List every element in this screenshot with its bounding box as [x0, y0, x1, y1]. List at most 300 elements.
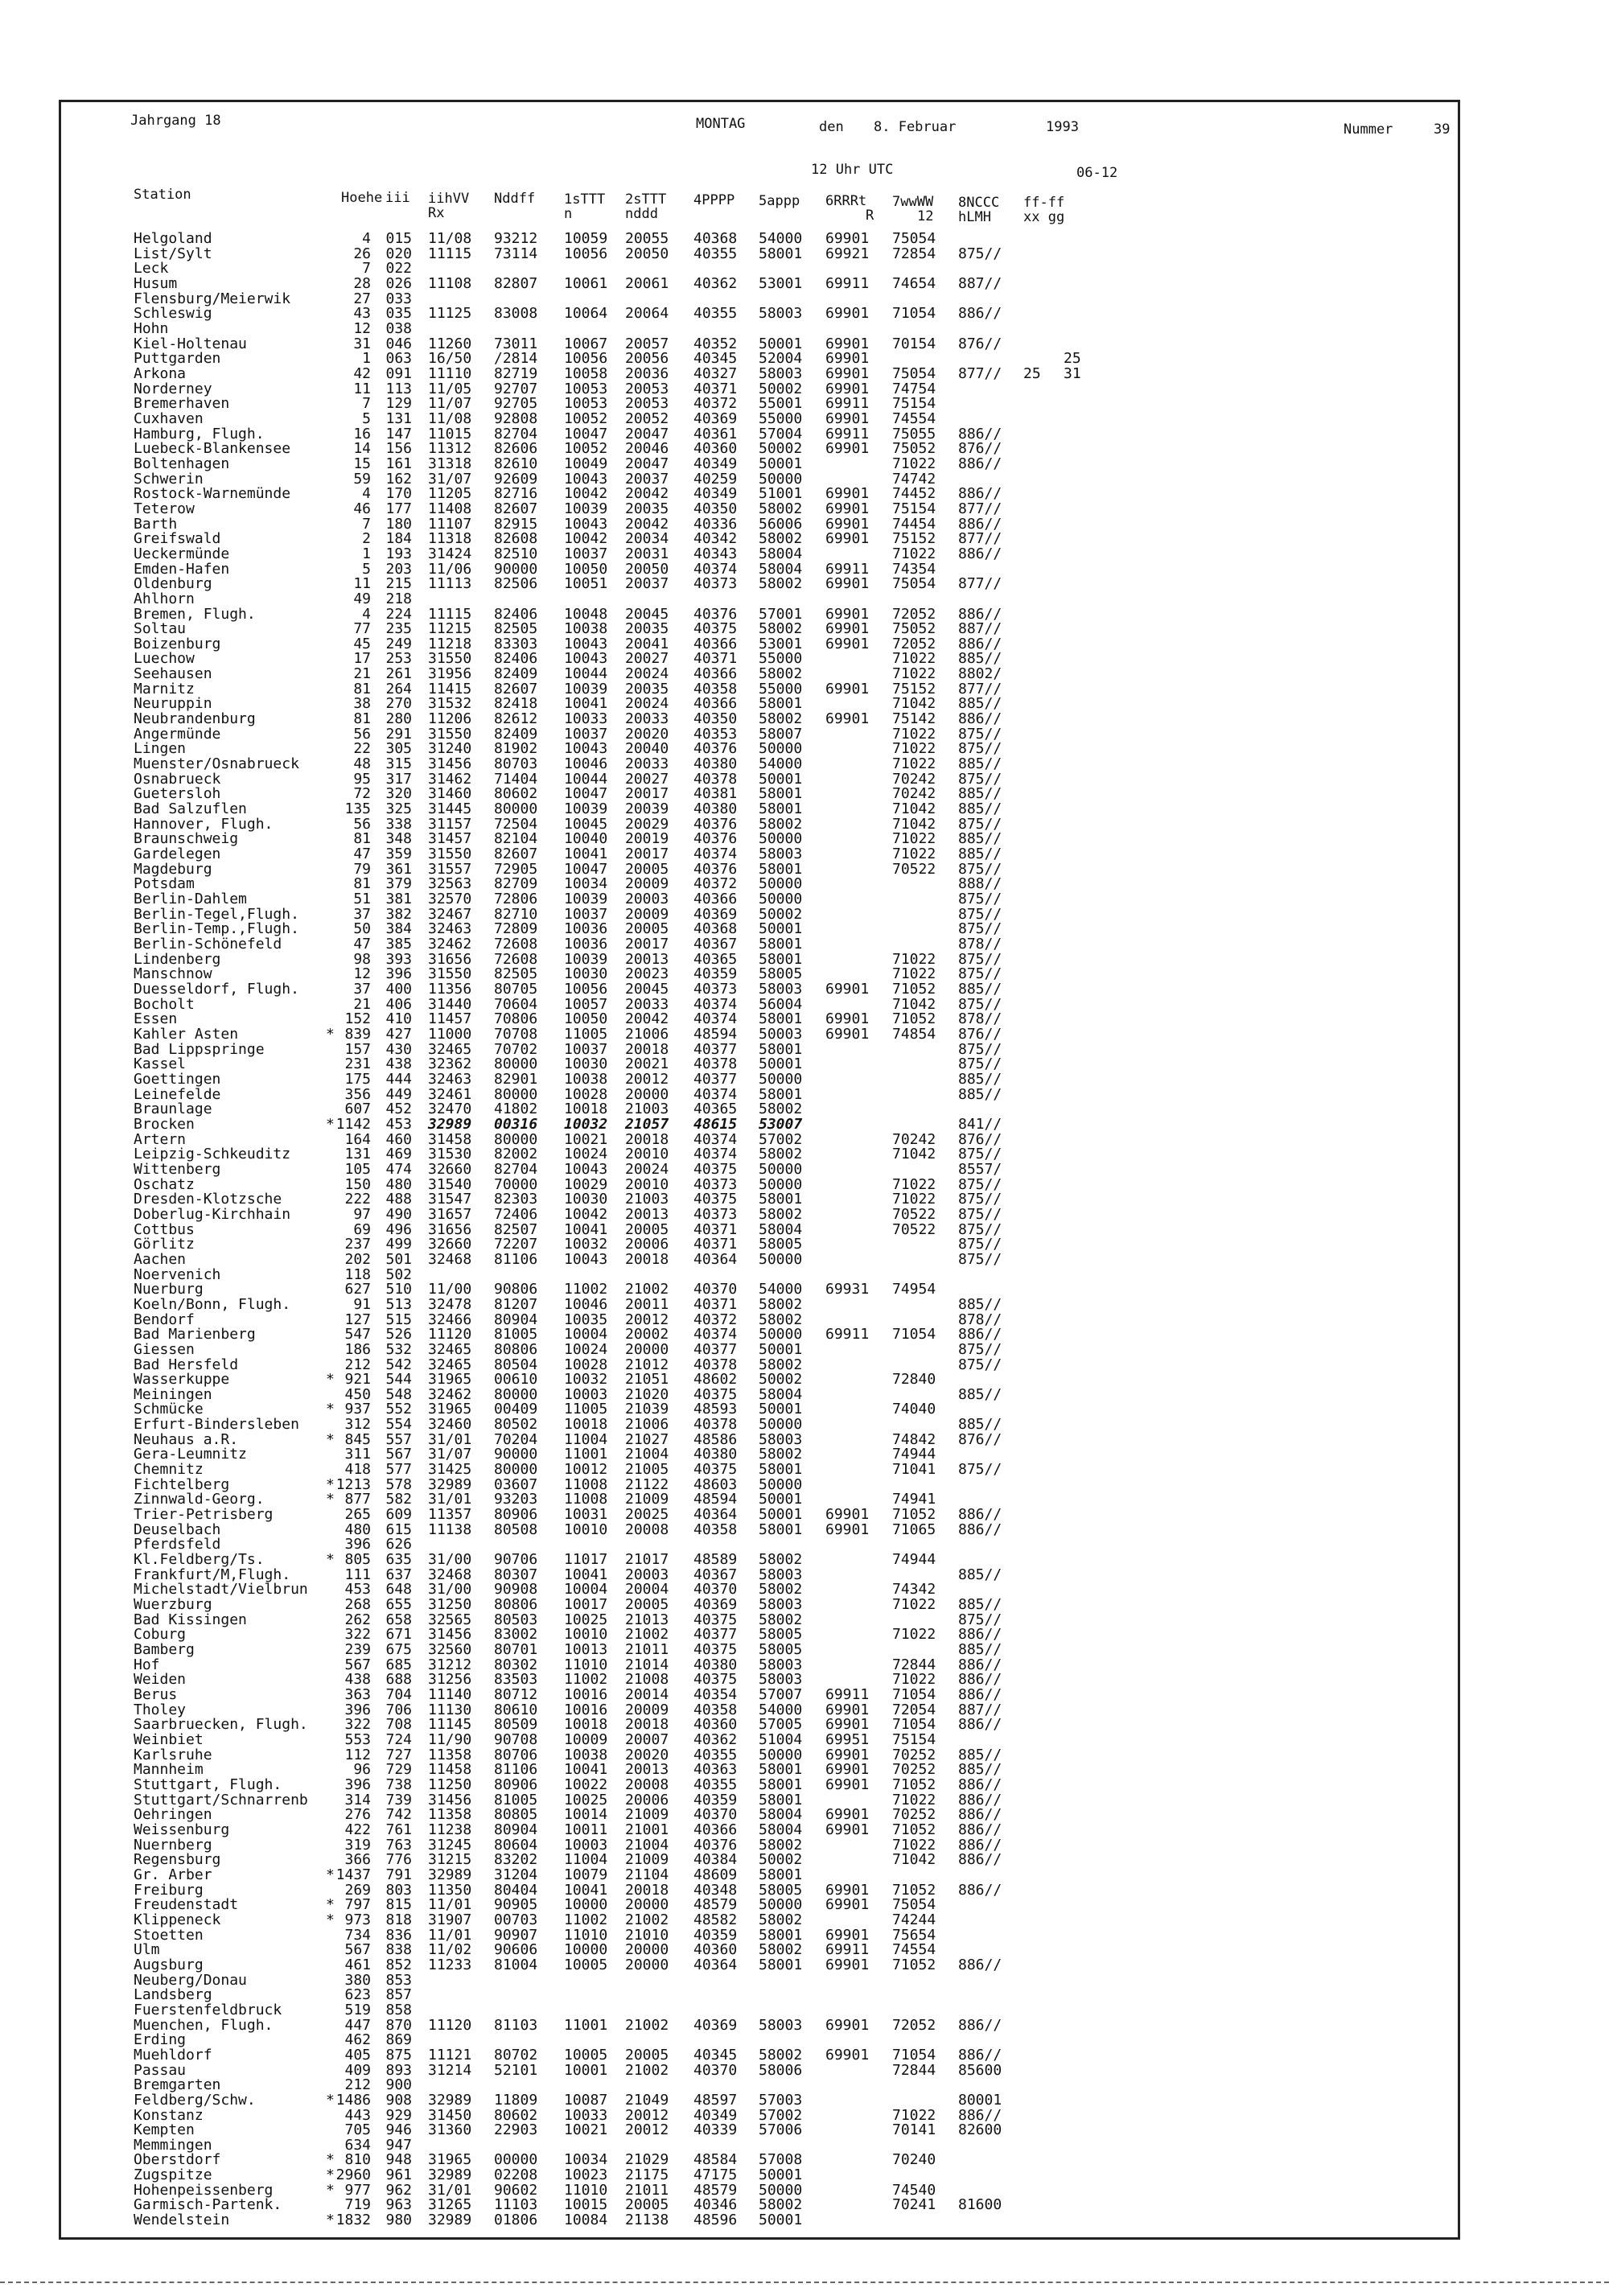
- cell-4pppp: 40362: [693, 1731, 738, 1748]
- cell-2sttt: 21011: [625, 2181, 669, 2199]
- cell-8nccc: 85600: [958, 2061, 1002, 2079]
- cell-nddff: 82409: [494, 665, 538, 683]
- cell-hoehe: 443: [344, 2106, 371, 2124]
- cell-6rrrt: 69901: [825, 1881, 870, 1899]
- cell-5appp: 50000: [759, 1160, 803, 1178]
- cell-iii: 291: [385, 725, 412, 743]
- cell-8nccc: 876//: [958, 1025, 1002, 1043]
- cell-1sttt: 10067: [564, 335, 608, 352]
- cell-6rrrt: 69901: [825, 1821, 870, 1838]
- cell-nddff: 82901: [494, 1070, 538, 1088]
- cell-1sttt: 10010: [564, 1626, 608, 1644]
- cell-1sttt: 10050: [564, 1010, 608, 1028]
- cell-iihvv: 31460: [428, 785, 472, 803]
- cell-1sttt: 10061: [564, 274, 608, 292]
- cell-station: Kiel-Holtenau: [134, 335, 247, 352]
- cell-7wwww: 72052: [892, 605, 936, 623]
- cell-8nccc: 875//: [958, 1461, 1002, 1479]
- cell-hoehe: 21: [353, 665, 371, 683]
- cell-5appp: 51001: [759, 485, 803, 503]
- cell-hoehe: 237: [344, 1236, 371, 1253]
- cell-5appp: 50001: [759, 455, 803, 472]
- cell-hoehe: 43: [353, 305, 371, 323]
- cell-iii: 381: [385, 891, 412, 908]
- cell-iihvv: 31425: [428, 1461, 472, 1479]
- cell-iii: 170: [385, 485, 412, 503]
- cell-iii: 658: [385, 1611, 412, 1628]
- cell-iihvv: 32660: [428, 1160, 472, 1178]
- cell-station: Hof: [134, 1656, 160, 1673]
- col-7wwww-sub: 12: [917, 208, 934, 224]
- cell-7wwww: 75052: [892, 620, 936, 638]
- cell-nddff: 83008: [494, 305, 538, 323]
- cell-8nccc: 877//: [958, 500, 1002, 517]
- cell-iihvv: 31965: [428, 1371, 472, 1389]
- cell-8nccc: 886//: [958, 1791, 1002, 1808]
- cell-iihvv: 31456: [428, 1626, 472, 1644]
- cell-nddff: 82409: [494, 725, 538, 743]
- cell-iihvv: 32565: [428, 1611, 472, 1628]
- cell-station: Chemnitz: [134, 1461, 204, 1479]
- high-altitude-marker: *: [326, 1491, 335, 1508]
- cell-1sttt: 11002: [564, 1911, 608, 1928]
- cell-nddff: 81106: [494, 1761, 538, 1779]
- cell-2sttt: 20053: [625, 395, 669, 413]
- cell-iihvv: 11350: [428, 1881, 472, 1899]
- cell-2sttt: 20027: [625, 650, 669, 668]
- cell-hoehe: 97: [353, 1205, 371, 1223]
- cell-8nccc: 841//: [958, 1115, 1002, 1133]
- cell-8nccc: 885//: [958, 1085, 1002, 1103]
- cell-nddff: /2814: [494, 350, 538, 368]
- cell-8nccc: 875//: [958, 950, 1002, 968]
- cell-iihvv: 31965: [428, 1401, 472, 1418]
- cell-2sttt: 20000: [625, 1896, 669, 1914]
- cell-iii: 515: [385, 1311, 412, 1328]
- cell-hoehe: 81: [353, 710, 371, 728]
- cell-iihvv: 32468: [428, 1250, 472, 1268]
- cell-4pppp: 40359: [693, 1791, 738, 1808]
- cell-7wwww: 75654: [892, 1926, 936, 1944]
- cell-7wwww: 71022: [892, 650, 936, 668]
- cell-iii: 557: [385, 1430, 412, 1448]
- cell-5appp: 58004: [759, 545, 803, 562]
- cell-5appp: 54000: [759, 1701, 803, 1718]
- cell-1sttt: 10000: [564, 1941, 608, 1959]
- cell-nddff: 70204: [494, 1430, 538, 1448]
- cell-station: Berlin-Tegel,Flugh.: [134, 905, 299, 923]
- cell-iihvv: 31456: [428, 1791, 472, 1808]
- cell-4pppp: 40375: [693, 1611, 738, 1628]
- cell-5appp: 58001: [759, 785, 803, 803]
- cell-5appp: 58002: [759, 1446, 803, 1463]
- cell-7wwww: 71052: [892, 1010, 936, 1028]
- cell-5appp: 58003: [759, 846, 803, 863]
- cell-station: Teterow: [134, 500, 195, 517]
- cell-8nccc: 82600: [958, 2121, 1002, 2139]
- cell-station: Meiningen: [134, 1385, 212, 1403]
- cell-4pppp: 40366: [693, 665, 738, 683]
- cell-4pppp: 40365: [693, 1101, 738, 1118]
- cell-hoehe: 567: [344, 1656, 371, 1673]
- cell-1sttt: 10039: [564, 500, 608, 517]
- cell-iii: 063: [385, 350, 412, 368]
- cell-1sttt: 10043: [564, 650, 608, 668]
- cell-hoehe: 112: [344, 1746, 371, 1763]
- cell-nddff: 82418: [494, 695, 538, 713]
- cell-1sttt: 10042: [564, 530, 608, 548]
- cell-1sttt: 10005: [564, 2046, 608, 2064]
- cell-station: Zinnwald-Georg.: [134, 1491, 265, 1508]
- cell-station: Kassel: [134, 1055, 187, 1073]
- cell-2sttt: 21027: [625, 1430, 669, 1448]
- cell-8nccc: 875//: [958, 1250, 1002, 1268]
- cell-nddff: 80706: [494, 1746, 538, 1763]
- cell-iii: 671: [385, 1626, 412, 1644]
- cell-iihvv: 31318: [428, 455, 472, 472]
- cell-iii: 818: [385, 1911, 412, 1928]
- cell-1sttt: 11002: [564, 1281, 608, 1298]
- cell-hoehe: 438: [344, 1671, 371, 1689]
- cell-5appp: 54000: [759, 1281, 803, 1298]
- cell-7wwww: 71052: [892, 1881, 936, 1899]
- cell-5appp: 58007: [759, 725, 803, 743]
- cell-hoehe: 7: [362, 260, 371, 278]
- cell-iihvv: 31/01: [428, 1491, 472, 1508]
- cell-nddff: 81106: [494, 1250, 538, 1268]
- cell-1sttt: 10043: [564, 515, 608, 533]
- cell-7wwww: 71052: [892, 981, 936, 998]
- cell-5appp: 57004: [759, 425, 803, 442]
- cell-7wwww: 70154: [892, 335, 936, 352]
- cell-6rrrt: 69901: [825, 680, 870, 697]
- cell-hoehe: 12: [353, 319, 371, 337]
- cell-1sttt: 10031: [564, 1506, 608, 1524]
- cell-iii: 685: [385, 1656, 412, 1673]
- cell-2sttt: 21006: [625, 1416, 669, 1434]
- cell-2sttt: 20008: [625, 1520, 669, 1538]
- cell-iihvv: 31212: [428, 1656, 472, 1673]
- cell-iihvv: 31550: [428, 846, 472, 863]
- nummer-label: Nummer: [1344, 121, 1393, 138]
- cell-hoehe: 98: [353, 950, 371, 968]
- cell-6rrrt: 69901: [825, 530, 870, 548]
- cell-2sttt: 20035: [625, 500, 669, 517]
- cell-iii: 513: [385, 1295, 412, 1313]
- cell-7wwww: 74540: [892, 2181, 936, 2199]
- cell-1sttt: 10037: [564, 725, 608, 743]
- cell-1sttt: 10015: [564, 2196, 608, 2214]
- cell-hoehe: 12: [353, 965, 371, 983]
- cell-station: Hohn: [134, 319, 169, 337]
- cell-iii: 020: [385, 245, 412, 262]
- cell-8nccc: 877//: [958, 575, 1002, 593]
- cell-5appp: 57002: [759, 1130, 803, 1148]
- cell-hoehe: 42: [353, 364, 371, 382]
- cell-2sttt: 20055: [625, 230, 669, 247]
- cell-5appp: 50001: [759, 1055, 803, 1073]
- cell-1sttt: 10016: [564, 1686, 608, 1704]
- cell-1sttt: 11017: [564, 1551, 608, 1569]
- cell-2sttt: 20034: [625, 530, 669, 548]
- cell-5appp: 51004: [759, 1731, 803, 1748]
- cell-2sttt: 20010: [625, 1146, 669, 1163]
- cell-iihvv: 31965: [428, 2151, 472, 2169]
- cell-1sttt: 10056: [564, 981, 608, 998]
- cell-iii: 184: [385, 530, 412, 548]
- cell-iii: 908: [385, 2091, 412, 2109]
- cell-7wwww: 71022: [892, 1791, 936, 1808]
- cell-1sttt: 10032: [564, 1115, 608, 1133]
- cell-4pppp: 40367: [693, 936, 738, 953]
- cell-5appp: 50001: [759, 2166, 803, 2184]
- cell-8nccc: 886//: [958, 1956, 1002, 1973]
- col-ffff-sub: xx gg: [1023, 209, 1065, 225]
- cell-7wwww: 71054: [892, 1686, 936, 1704]
- cell-5appp: 50002: [759, 1371, 803, 1389]
- cell-7wwww: 71022: [892, 740, 936, 758]
- cell-iii: 706: [385, 1701, 412, 1718]
- cell-8nccc: 886//: [958, 2016, 1002, 2034]
- cell-iii: 488: [385, 1191, 412, 1208]
- cell-4pppp: 48596: [693, 2212, 738, 2229]
- cell-nddff: 80702: [494, 2046, 538, 2064]
- cell-2sttt: 20003: [625, 1566, 669, 1583]
- cell-hoehe: 734: [344, 1926, 371, 1944]
- bottom-rule: [0, 2282, 1609, 2286]
- cell-2sttt: 21175: [625, 2166, 669, 2184]
- cell-nddff: 80806: [494, 1596, 538, 1614]
- cell-iii: 635: [385, 1551, 412, 1569]
- cell-2sttt: 20006: [625, 1791, 669, 1808]
- cell-5appp: 58002: [759, 500, 803, 517]
- cell-7wwww: 74742: [892, 470, 936, 488]
- cell-iii: 738: [385, 1775, 412, 1793]
- col-1sttt: 1sTTT: [564, 191, 606, 208]
- cell-2sttt: 20005: [625, 2196, 669, 2214]
- cell-1sttt: 11002: [564, 1671, 608, 1689]
- cell-7wwww: 75154: [892, 1731, 936, 1748]
- cell-hoehe: 5: [362, 409, 371, 427]
- cell-6rrrt: 69901: [825, 409, 870, 427]
- cell-5appp: 58002: [759, 2046, 803, 2064]
- cell-5appp: 58004: [759, 560, 803, 578]
- cell-iihvv: 31462: [428, 770, 472, 788]
- cell-iihvv: 31265: [428, 2196, 472, 2214]
- cell-iii: 567: [385, 1446, 412, 1463]
- cell-8nccc: 886//: [958, 635, 1002, 652]
- cell-2sttt: 20018: [625, 1716, 669, 1734]
- cell-iihvv: 31250: [428, 1596, 472, 1614]
- cell-4pppp: 40374: [693, 1130, 738, 1148]
- cell-iii: 474: [385, 1160, 412, 1178]
- cell-iihvv: 11/05: [428, 380, 472, 397]
- col-nddff: Nddff: [494, 191, 536, 207]
- cell-7wwww: 71022: [892, 2106, 936, 2124]
- cell-station: Konstanz: [134, 2106, 204, 2124]
- cell-nddff: 73114: [494, 245, 538, 262]
- cell-2sttt: 20012: [625, 2121, 669, 2139]
- cell-station: Bremen, Flugh.: [134, 605, 256, 623]
- cell-4pppp: 40365: [693, 950, 738, 968]
- cell-2sttt: 20018: [625, 1040, 669, 1058]
- cell-hoehe: 719: [344, 2196, 371, 2214]
- cell-station: Luechow: [134, 650, 195, 668]
- cell-iihvv: 32465: [428, 1356, 472, 1373]
- cell-5appp: 50001: [759, 335, 803, 352]
- cell-5appp: 54000: [759, 230, 803, 247]
- cell-1sttt: 11001: [564, 2016, 608, 2034]
- cell-7wwww: 70242: [892, 785, 936, 803]
- cell-2sttt: 21039: [625, 1401, 669, 1418]
- cell-4pppp: 40378: [693, 1356, 738, 1373]
- cell-iihvv: 11/08: [428, 409, 472, 427]
- cell-iihvv: 31450: [428, 2106, 472, 2124]
- cell-hoehe: 356: [344, 1085, 371, 1103]
- cell-6rrrt: 69901: [825, 515, 870, 533]
- cell-4pppp: 40372: [693, 875, 738, 893]
- cell-7wwww: 74954: [892, 1281, 936, 1298]
- cell-2sttt: 20033: [625, 755, 669, 773]
- cell-4pppp: 40355: [693, 305, 738, 323]
- cell-nddff: 80705: [494, 981, 538, 998]
- cell-4pppp: 48594: [693, 1025, 738, 1043]
- cell-4pppp: 40358: [693, 1701, 738, 1718]
- cell-7wwww: 70141: [892, 2121, 936, 2139]
- cell-8nccc: 886//: [958, 605, 1002, 623]
- cell-iihvv: 32570: [428, 891, 472, 908]
- cell-1sttt: 10041: [564, 1761, 608, 1779]
- cell-8nccc: 875//: [958, 995, 1002, 1013]
- cell-iihvv: 31/07: [428, 1446, 472, 1463]
- cell-8nccc: 886//: [958, 1881, 1002, 1899]
- cell-2sttt: 20061: [625, 274, 669, 292]
- cell-station: Emden-Hafen: [134, 560, 230, 578]
- cell-7wwww: 70522: [892, 860, 936, 878]
- cell-iihvv: 32989: [428, 2166, 472, 2184]
- cell-5appp: 50002: [759, 1851, 803, 1869]
- cell-iii: 177: [385, 500, 412, 517]
- cell-4pppp: 40369: [693, 409, 738, 427]
- high-altitude-marker: *: [326, 2151, 335, 2169]
- cell-6rrrt: 69901: [825, 1520, 870, 1538]
- cell-station: Zugspitze: [134, 2166, 212, 2184]
- cell-iii: 870: [385, 2016, 412, 2034]
- cell-iihvv: 11358: [428, 1746, 472, 1763]
- cell-nddff: 72406: [494, 1205, 538, 1223]
- cell-hoehe: 27: [353, 290, 371, 307]
- cell-4pppp: 40368: [693, 920, 738, 938]
- cell-5appp: 58002: [759, 575, 803, 593]
- cell-8nccc: 887//: [958, 1701, 1002, 1718]
- cell-2sttt: 21138: [625, 2212, 669, 2229]
- cell-iii: 305: [385, 740, 412, 758]
- cell-2sttt: 20017: [625, 785, 669, 803]
- cell-iihvv: 32989: [428, 1866, 472, 1883]
- cell-iii: 499: [385, 1236, 412, 1253]
- cell-2sttt: 20009: [625, 875, 669, 893]
- cell-5appp: 50001: [759, 1491, 803, 1508]
- cell-iii: 460: [385, 1130, 412, 1148]
- cell-2sttt: 20047: [625, 455, 669, 472]
- cell-4pppp: 40364: [693, 1506, 738, 1524]
- cell-1sttt: 10053: [564, 380, 608, 397]
- cell-station: Norderney: [134, 380, 212, 397]
- cell-iihvv: 11/90: [428, 1731, 472, 1748]
- cell-station: Bad Salzuflen: [134, 800, 247, 818]
- cell-1sttt: 11005: [564, 1401, 608, 1418]
- cell-nddff: 72905: [494, 860, 538, 878]
- cell-4pppp: 48609: [693, 1866, 738, 1883]
- cell-5appp: 58003: [759, 305, 803, 323]
- col-8nccc: 8NCCC: [958, 195, 1000, 211]
- cell-hoehe: 480: [344, 1520, 371, 1538]
- cell-7wwww: 71022: [892, 950, 936, 968]
- jahrgang-label: Jahrgang 18: [130, 113, 221, 129]
- cell-1sttt: 10052: [564, 409, 608, 427]
- cell-station: Nuernberg: [134, 1836, 212, 1854]
- cell-4pppp: 47175: [693, 2166, 738, 2184]
- cell-iii: 739: [385, 1791, 412, 1808]
- cell-4pppp: 40349: [693, 455, 738, 472]
- cell-iii: 791: [385, 1866, 412, 1883]
- cell-5appp: 50003: [759, 1025, 803, 1043]
- cell-nddff: 93212: [494, 230, 538, 247]
- cell-7wwww: 71041: [892, 1461, 936, 1479]
- cell-iii: 929: [385, 2106, 412, 2124]
- cell-1sttt: 10034: [564, 2151, 608, 2169]
- cell-6rrrt: 69911: [825, 1941, 870, 1959]
- cell-1sttt: 10041: [564, 1881, 608, 1899]
- cell-iihvv: 11015: [428, 425, 472, 442]
- cell-hoehe: 127: [344, 1311, 371, 1328]
- cell-1sttt: 11004: [564, 1430, 608, 1448]
- cell-station: Neubrandenburg: [134, 710, 256, 728]
- cell-8nccc: 885//: [958, 650, 1002, 668]
- cell-1sttt: 10038: [564, 620, 608, 638]
- cell-station: Wasserkuppe: [134, 1371, 230, 1389]
- cell-hoehe: 705: [344, 2121, 371, 2139]
- cell-4pppp: 48579: [693, 2181, 738, 2199]
- cell-1sttt: 10023: [564, 2166, 608, 2184]
- cell-8nccc: 885//: [958, 1566, 1002, 1583]
- cell-5appp: 58002: [759, 1205, 803, 1223]
- cell-2sttt: 21020: [625, 1385, 669, 1403]
- cell-nddff: 80000: [494, 1085, 538, 1103]
- year-label: 1993: [1046, 119, 1079, 135]
- cell-hoehe: 48: [353, 755, 371, 773]
- cell-2sttt: 20042: [625, 1010, 669, 1028]
- cell-6rrrt: 69901: [825, 335, 870, 352]
- cell-nddff: 81902: [494, 740, 538, 758]
- cell-8nccc: 886//: [958, 545, 1002, 562]
- cell-7wwww: 75054: [892, 1896, 936, 1914]
- cell-nddff: 01806: [494, 2212, 538, 2229]
- cell-station: Michelstadt/Vielbrun: [134, 1581, 308, 1599]
- cell-2sttt: 20037: [625, 470, 669, 488]
- weekday-label: MONTAG: [696, 116, 746, 132]
- cell-1sttt: 10013: [564, 1641, 608, 1659]
- cell-iihvv: 11318: [428, 530, 472, 548]
- cell-iii: 875: [385, 2046, 412, 2064]
- cell-7wwww: 72054: [892, 1701, 936, 1718]
- cell-2sttt: 21029: [625, 2151, 669, 2169]
- cell-7wwww: 71065: [892, 1520, 936, 1538]
- cell-4pppp: 40354: [693, 1686, 738, 1704]
- col-7wwww: 7wwWW: [892, 194, 934, 210]
- cell-5appp: 50000: [759, 875, 803, 893]
- cell-hoehe: 69: [353, 1220, 371, 1238]
